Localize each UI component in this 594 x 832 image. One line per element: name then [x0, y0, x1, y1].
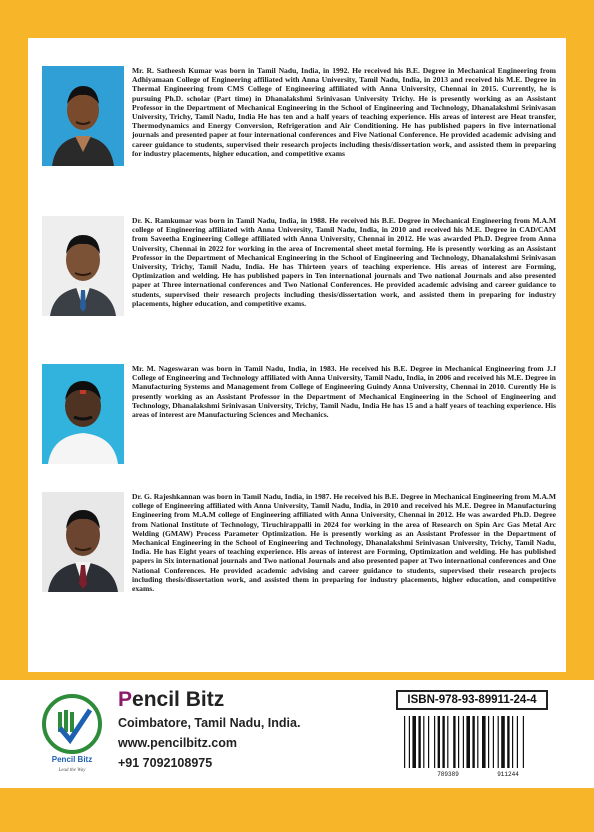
- publisher-phone: +91 7092108975: [118, 756, 213, 770]
- barcode-bar: [466, 716, 470, 768]
- barcode-bar: [404, 716, 405, 768]
- author-photo-1: [42, 66, 124, 166]
- barcode-bar: [477, 716, 478, 768]
- barcode-bar: [463, 716, 464, 768]
- author-photo-3: [42, 364, 124, 464]
- author-photo-4: [42, 492, 124, 592]
- barcode-bar: [458, 716, 459, 768]
- portrait-photo-icon: [42, 364, 124, 464]
- barcode-bar: [412, 716, 416, 768]
- isbn-label: ISBN-978-93-89911-24-4: [396, 690, 548, 710]
- publisher-website[interactable]: www.pencilbitz.com: [118, 736, 237, 750]
- logo-text: Pencil Bitz: [51, 755, 93, 764]
- barcode-bar: [438, 716, 440, 768]
- barcode-bar: [423, 716, 424, 768]
- barcode-bar: [472, 716, 474, 768]
- isbn-barcode: [396, 712, 548, 778]
- pencil-checkmark-logo-icon: [40, 692, 104, 782]
- barcode-bar: [493, 716, 494, 768]
- barcode-bar: [434, 716, 435, 768]
- barcode-bar: [523, 716, 524, 768]
- portrait-photo-icon: [42, 66, 124, 166]
- barcode-digits-left: 789389: [437, 771, 459, 778]
- author-bio-text-2: Dr. K. Ramkumar was born in Tamil Nadu, India, in 1988. He received his B.E. Degree in Mechanical Engineering from M.A.M college of Engineering affiliated with Anna University, Tamil Nadu, India, in 2010 and received his M.E. Degree in CAD/CAM from Saveetha Engineering College affiliated with Anna University, Chennai in 2012. He was awarded Ph.D. Degree from Anna University, Chennai in 2022 for working in the area of Incremental sheet metal forming. He is presently working as an Assistant Professor in the Department of Mechanical Engineering in the School of Engineering and Technology, Dhanalakshmi Srinivasan University, Trichy, Tamil Nadu, India. He has Thirteen years of teaching experience. His areas of interest are Forming, Optimization and welding. He has published papers in Ten international journals and Two national Journals and also presented paper at Three international conferences and Two National Conferences. He provided academic advising and career guidance to students, supervised their research projects including thesis/dissertation work, and assisted them in preparing for industry placements, higher education, and competitive exams.: [132, 216, 556, 308]
- barcode-bar: [507, 716, 509, 768]
- author-bio-text-3: Mr. M. Nageswaran was born in Tamil Nadu, India, in 1983. He received his B.E. Degree in Mechanical Engineering from J.J College of Engineering and Technology affiliated with Anna University, Tamil Nadu, India, in 2006 and received his M.E. Degree in Manufacturing Systems and Management from College of Engineering Guindy Anna University, Chennai in 2010. Curently He is presently working as an Assistant Professor in the Department of Mechanical Engineering in the School of Engineering and Technology, Dhanalakshmi Srinivasan University, Trichy, Tamil Nadu, India He has 15 and a half years of teaching experience. His areas of interest are Manufacturing Sciences and Mechanics.: [132, 364, 556, 420]
- portrait-photo-icon: [42, 216, 124, 316]
- barcode-bar: [512, 716, 513, 768]
- barcode-digits-right: 911244: [497, 771, 519, 778]
- portrait-photo-icon: [42, 492, 124, 592]
- logo-tagline: Lead the Way: [58, 768, 86, 773]
- barcode-bar: [428, 716, 429, 768]
- publisher-name: [118, 688, 224, 712]
- barcode-bar: [442, 716, 444, 768]
- barcode-bar: [501, 716, 505, 768]
- publisher-footer: [0, 680, 594, 788]
- barcode-bar: [517, 716, 518, 768]
- publisher-location: Coimbatore, Tamil Nadu, India.: [118, 716, 301, 730]
- author-bio-text-1: Mr. R. Satheesh Kumar was born in Tamil Nadu, India, in 1992. He received his B.E. Degree in Mechanical Engineering from Adhiyamaan College of Engineering affiliated with Anna University, Tamil Nadu, India, in 2013 and received his M.E. Degree in Thermal Engineering from CMS College of Engineering affiliated with Anna University, Chennai in 2015. Currently, he is pursuing Ph.D. scholar (Part time) in Dhanalakshmi Srinivasan University Trichy. He is presently working as an Assistant Professor in the Department of Mechanical Engineering in the School of Engineering and Technology, Dhanalakshmi Srinivasan University, Trichy, Tamil Nadu, India He has ten and a half years of teaching experience. His areas of interest are Heat transfer, Thermodynamics and Energy Conversion, Refrigeration and Air Conditioning. He has published papers in five international journals and presented paper at four international conferences and Five National Conference. He provided academic advising and career guidance to students, supervised their research projects including thesis/dissertation work, and assisted them in preparing for industry placements, higher education, and competitive exams: [132, 66, 556, 158]
- publisher-name-rest: encil Bitz: [132, 688, 225, 711]
- barcode-bar: [418, 716, 420, 768]
- barcode-bar: [488, 716, 489, 768]
- back-cover-panel: [28, 38, 566, 672]
- barcode-bar: [482, 716, 486, 768]
- barcode-bar: [409, 716, 410, 768]
- author-bio-text-4: Dr. G. Rajeshkannan was born in Tamil Nadu, India, in 1987. He received his B.E. Degree in Mechanical Engineering from M.A.M college of Engineering affiliated with Anna University, Tamil Nadu, India, in 2010 and received his M.E. Degree in Manufacturing Engineering from M.A.M college of Engineering affiliated with Anna University, Chennai in 2012. He was awarded Ph.D. Degree from National Institute of Technology, Tiruchirappalli in 2024 for working in the area of Research on Spin Arc Gas Metal Arc Welding (GMAW) Process Parameter Optimization. He is presently working as an Assistant Professor in the Department of Mechanical Engineering in the School of Engineering and Technology, Dhanalakshmi Srinivasan University, Trichy, Tamil Nadu, India. He has Eight years of teaching experience. His areas of interest are Forming, Optimization and welding. He has published papers in Six international journals and Two national Journals and also presented paper at Two international conferences and One National Conferences. He provided academic advising and career guidance to students, supervised their research projects including thesis/dissertation work, and assisted them in preparing for industry placements, higher education, and competitive exams.: [132, 492, 556, 594]
- barcode-bar: [447, 716, 448, 768]
- publisher-name-initial: P: [118, 688, 133, 711]
- barcode-bar: [453, 716, 455, 768]
- author-photo-2: [42, 216, 124, 316]
- barcode-bar: [498, 716, 499, 768]
